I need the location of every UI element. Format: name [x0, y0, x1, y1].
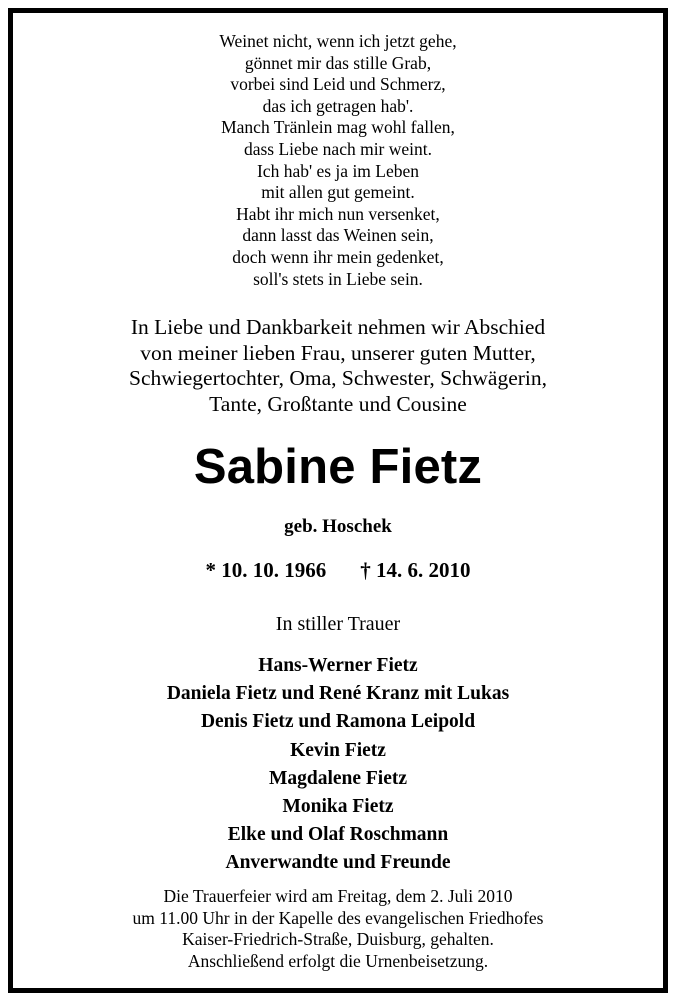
- poem-line: das ich getragen hab'.: [262, 95, 414, 116]
- obituary-frame: [8, 8, 668, 993]
- mourner-name: Anverwandte und Freunde: [225, 852, 451, 874]
- mourner-name: Kevin Fietz: [290, 739, 386, 761]
- farewell-intro: [13, 315, 663, 417]
- mourner-name: Monika Fietz: [282, 796, 394, 818]
- mourner-name: Elke und Olaf Roschmann: [227, 824, 449, 846]
- poem: [13, 31, 663, 290]
- ceremony-line: um 11.00 Uhr in der Kapelle des evangelischen Friedhofes: [132, 907, 544, 928]
- poem-line: doch wenn ihr mein gedenket,: [232, 246, 444, 267]
- poem-line: Weinet nicht, wenn ich jetzt gehe,: [219, 31, 457, 51]
- life-dates: [13, 557, 663, 583]
- mourner-name: Hans-Werner Fietz: [258, 655, 418, 676]
- ceremony-line: Kaiser-Friedrich-Straße, Duisburg, gehalten.: [182, 929, 494, 949]
- intro-line: von meiner lieben Frau, unserer guten Mutter,: [140, 340, 536, 365]
- poem-line: Ich hab' es ja im Leben: [256, 160, 420, 181]
- mourner-name: Magdalene Fietz: [268, 767, 408, 789]
- ceremony-line: Die Trauerfeier wird am Freitag, dem 2. Juli 2010: [163, 886, 513, 906]
- poem-line: mit allen gut gemeint.: [261, 182, 415, 203]
- birth-date: * 10. 10. 1966: [205, 558, 327, 582]
- mourner-name: Daniela Fietz und René Kranz mit Lukas: [166, 683, 510, 705]
- poem-line: dann lasst das Weinen sein,: [242, 225, 434, 246]
- poem-line: vorbei sind Leid und Schmerz,: [230, 74, 446, 95]
- poem-line: soll's stets in Liebe sein.: [253, 268, 423, 289]
- intro-line: Tante, Großtante und Cousine: [209, 391, 467, 416]
- intro-line: Schwiegertochter, Oma, Schwester, Schwägerin,: [129, 366, 547, 390]
- mourning-intro: In stiller Trauer: [275, 613, 401, 635]
- mourner-name: Denis Fietz und Ramona Leipold: [200, 711, 476, 733]
- intro-line: In Liebe und Dankbarkeit nehmen wir Abschied: [130, 315, 546, 339]
- poem-line: dass Liebe nach mir weint.: [243, 138, 433, 159]
- mourners-list: [13, 652, 663, 878]
- ceremony-line: Anschließend erfolgt die Urnenbeisetzung.: [187, 950, 489, 971]
- poem-line: gönnet mir das stille Grab,: [244, 52, 432, 73]
- deceased-name: Sabine Fietz: [193, 440, 483, 494]
- maiden-name: geb. Hoschek: [284, 516, 392, 537]
- poem-line: Habt ihr mich nun versenket,: [236, 203, 440, 224]
- poem-line: Manch Tränlein mag wohl fallen,: [221, 117, 455, 138]
- ceremony-notice: [13, 886, 663, 972]
- death-date: † 14. 6. 2010: [360, 558, 471, 582]
